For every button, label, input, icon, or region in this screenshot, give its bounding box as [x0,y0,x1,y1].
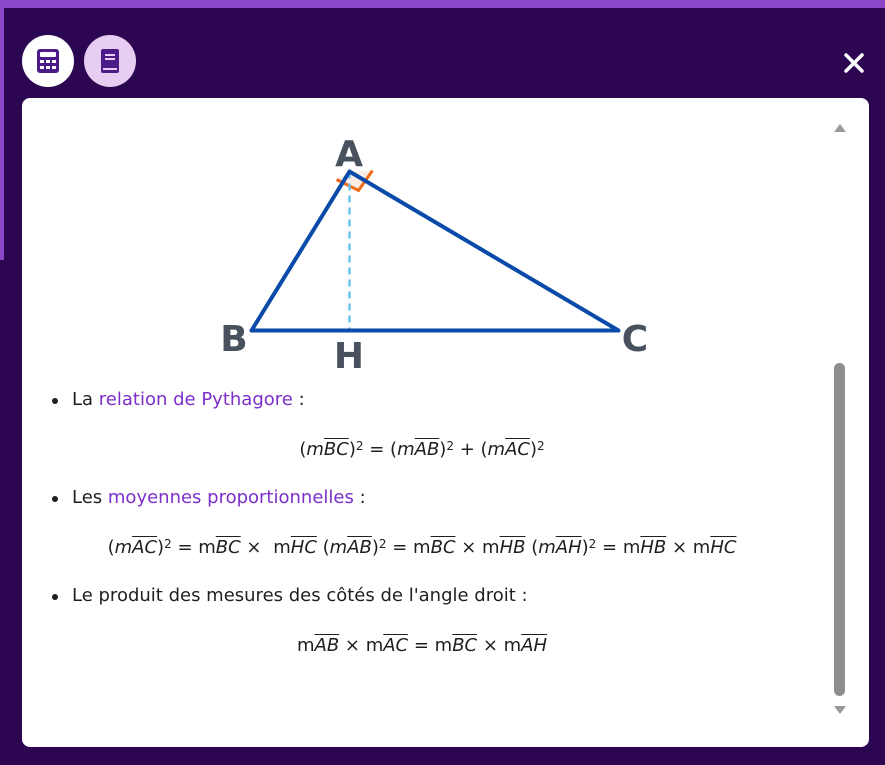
link-relation-pythagore[interactable]: relation de Pythagore [98,389,293,410]
vertex-label-B: B [220,319,248,360]
top-accent-strip [0,0,885,8]
bullet-produit-text: Le produit des mesures des côtés de l'angle droit : [72,585,528,606]
right-triangle-diagram [22,98,822,388]
calculator-button[interactable] [22,35,74,87]
scrollbar-thumb[interactable] [834,363,845,696]
formula-pythagore: $(m\overline{BC})^2 = (m\overline{AB})^2 + (m\overline{AC})^2$ [299,439,545,460]
scroll-down-arrow-icon[interactable] [834,706,846,714]
book-button[interactable] [84,35,136,87]
book-icon [99,48,121,74]
bullet-moyennes-suffix: : [353,487,366,508]
vertex-label-C: C [621,319,649,360]
formula-produit: $m\overline{AB} \times m\overline{AC} = m\overline{BC} \times m\overline{AH}$ [296,635,548,656]
triangle-ABC [252,172,619,331]
scroll-content [22,98,822,747]
close-icon [844,53,864,73]
formula-moyennes: $(m\overline{AC})^2 = m\overline{BC} \times m\overline{HC}$ $(m\overline{AB})^2 = m\overline{BC} \times m\overline{HB}$ $(m\overline{AH})^2 = m\overline{HB} \times m\overline{HC}$ [107,537,737,558]
link-moyennes-proportionnelles[interactable]: moyennes proportionnelles [107,487,354,508]
content-panel [22,98,869,747]
calculator-icon [36,48,60,74]
bullet-moyennes-prefix: Les [72,487,108,508]
scrollbar[interactable] [832,120,848,720]
scroll-up-arrow-icon[interactable] [834,124,846,132]
bullet-pythagore-prefix: La [72,389,99,410]
bullet-pythagore-suffix: : [292,389,305,410]
vertex-label-A: A [335,134,363,175]
close-button[interactable] [836,45,872,81]
vertex-label-H: H [333,336,365,377]
modal-header [0,8,885,96]
